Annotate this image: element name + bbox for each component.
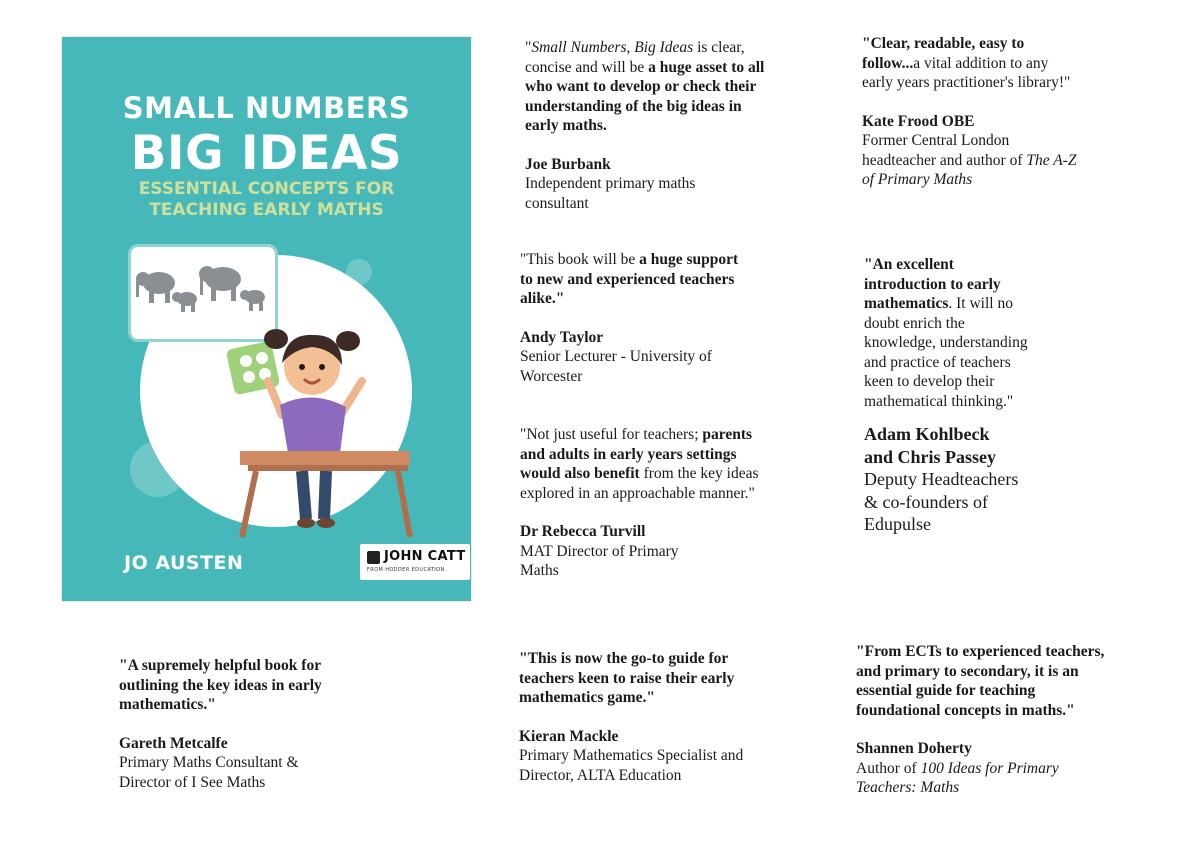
quote-author-role: Primary Mathematics Specialist and Director, ALTA Education <box>519 747 744 784</box>
quote-author-name: Joe Burbank <box>525 155 611 173</box>
quote-text: "This book will be a huge support to new and experienced teachers alike." <box>520 251 739 307</box>
publisher-name: JOHN CATT <box>384 549 466 564</box>
quote-author-role: Author of 100 Ideas for Primary Teachers: Maths <box>856 759 1059 796</box>
quote-author-role: MAT Director of Primary Maths <box>520 542 679 579</box>
quote-text: "This is now the go-to guide for teachers keen to raise their early mathematics game." <box>519 650 735 706</box>
quote-burbank <box>525 38 775 213</box>
book-icon <box>367 551 380 564</box>
quote-kohlbeck-passey <box>864 255 1039 536</box>
quote-text: "Clear, readable, easy to follow...a vital addition to any early years practitioner's library!" <box>862 35 1071 91</box>
quote-author-role: Senior Lecturer - University of Worcester <box>520 348 712 385</box>
book-cover <box>62 37 471 601</box>
quote-author-name: Dr Rebecca Turvill <box>520 523 646 540</box>
quote-frood <box>862 34 1077 190</box>
child-illustration <box>222 305 422 545</box>
quote-text: "Not just useful for teachers; parents and adults in early years settings would also benefit from the key ideas explored in an approachable manner." <box>520 426 759 502</box>
quote-text: "Small Numbers, Big Ideas is clear, concise and will be a huge asset to all who want to develop or check their understanding of the big ideas in early maths. <box>525 39 765 134</box>
quote-author-role: Independent primary maths consultant <box>525 175 696 212</box>
quote-doherty <box>856 642 1111 798</box>
quote-author-name: Andy Taylor <box>520 328 604 346</box>
quote-taylor <box>520 250 740 386</box>
cover-title-line2: BIG IDEAS <box>130 126 403 181</box>
quote-author-role: Deputy Headteachers & co-founders of Edupulse <box>864 469 1019 534</box>
quote-text: "A supremely helpful book for outlining the key ideas in early mathematics." <box>119 657 322 713</box>
quote-author-name: Shannen Doherty <box>856 740 972 757</box>
cover-title-line1: SMALL NUMBERS <box>122 91 411 125</box>
quote-text: "From ECTs to experienced teachers, and primary to secondary, it is an essential guide for teaching foundational concepts in maths." <box>856 643 1105 719</box>
cover-author: JO AUSTEN <box>124 552 244 574</box>
cover-subtitle-line1: ESSENTIAL CONCEPTS FOR <box>138 179 395 199</box>
quote-author-role: Former Central London headteacher and author of The A-Z of Primary Maths <box>862 132 1077 188</box>
publisher-logo <box>360 544 470 580</box>
cover-subtitle-line2: TEACHING EARLY MATHS <box>149 200 384 220</box>
quote-author-name: Kate Frood OBE <box>862 112 975 130</box>
quote-turvill <box>520 425 765 581</box>
quote-mackle <box>519 649 754 785</box>
quote-author-name: Kieran Mackle <box>519 727 619 745</box>
quote-metcalfe <box>119 656 334 792</box>
quote-author-role: Primary Maths Consultant & Director of I See Maths <box>119 754 299 791</box>
quote-author-name: Adam Kohlbeck and Chris Passey <box>864 424 997 467</box>
publisher-subtitle: FROM HODDER EDUCATION <box>367 567 445 573</box>
quote-text: "An excellent introduction to early mathematics. It will no doubt enrich the knowledge, understanding and practice of teachers keen to develop their mathematical thinking." <box>864 256 1028 410</box>
quote-author-name: Gareth Metcalfe <box>119 734 228 752</box>
